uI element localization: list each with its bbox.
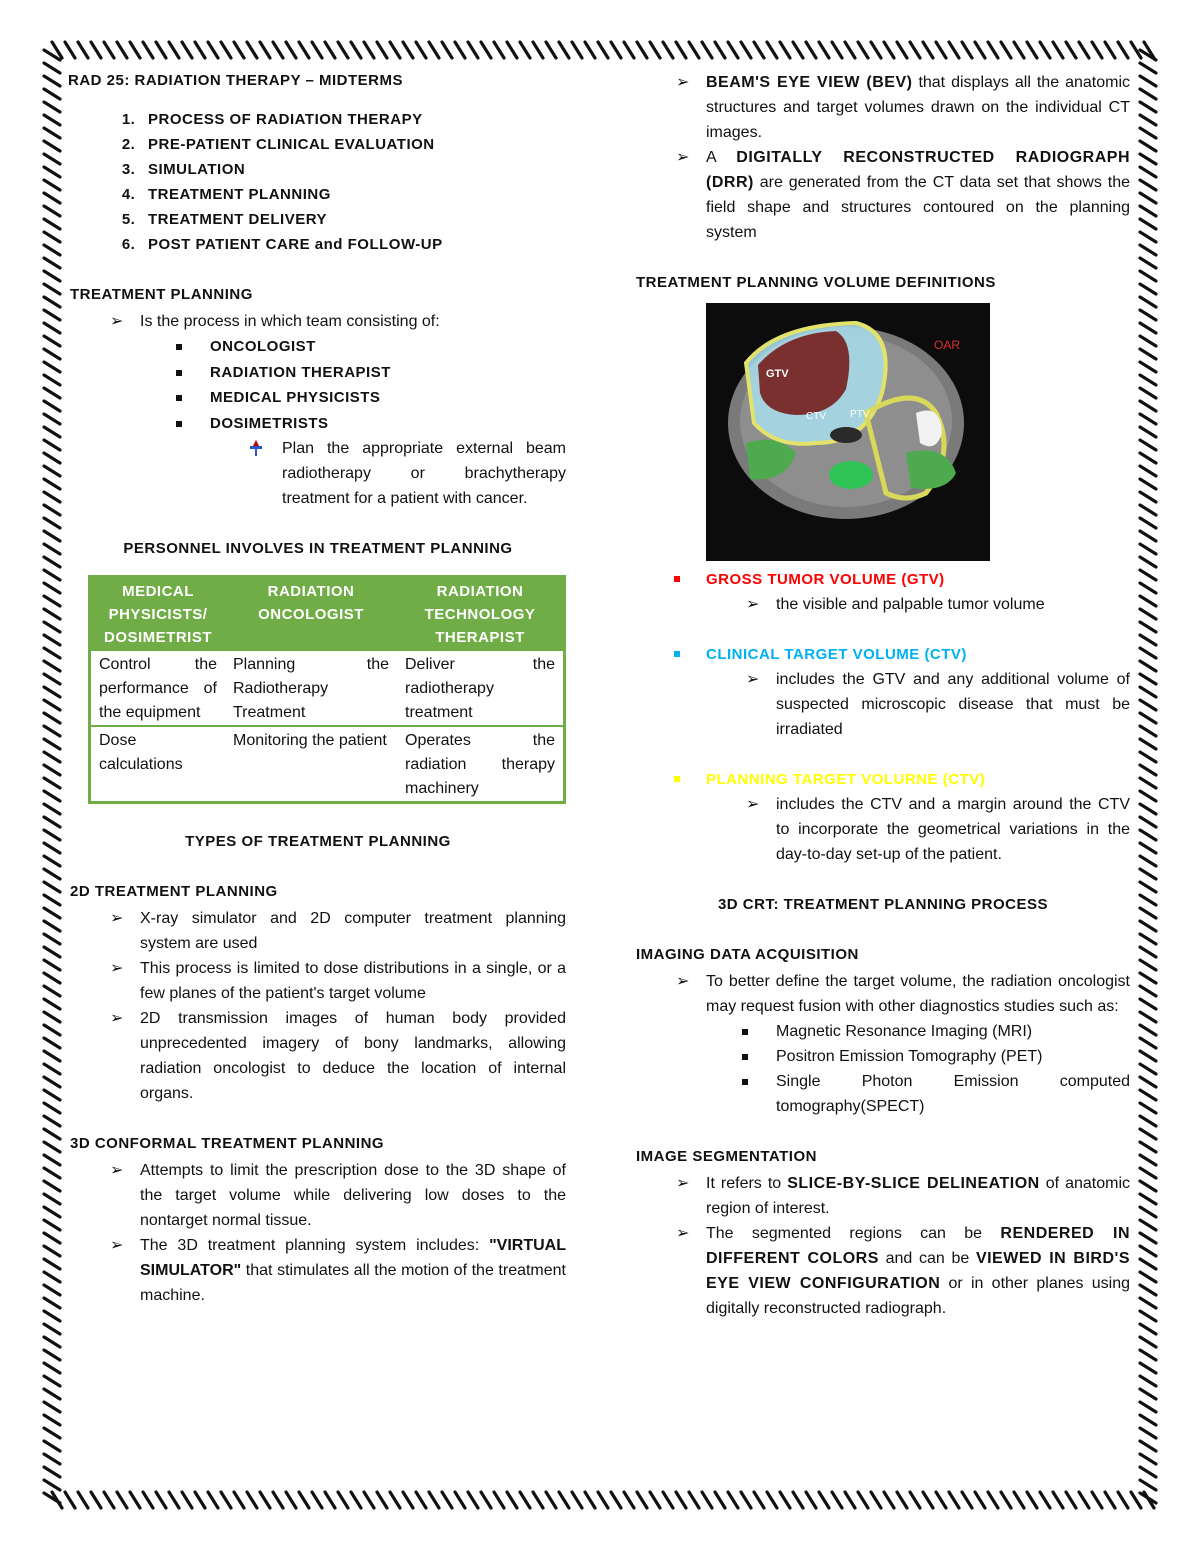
list-item: Single Photon Emission computed tomography(SPECT) <box>776 1069 1130 1119</box>
drr-term: DIGITALLY RECONSTRUCTED RADIOGRAPH (DRR) <box>706 149 1131 191</box>
2d-planning-heading: 2D TREATMENT PLANNING <box>70 883 278 900</box>
gtv-title: GROSS TUMOR VOLUME (GTV) <box>706 571 945 588</box>
table-header: MEDICAL PHYSICISTS/ DOSIMETRIST <box>90 577 226 652</box>
personnel-table <box>88 575 566 804</box>
list-item: Positron Emission Tomography (PET) <box>776 1044 1130 1069</box>
treatment-planning-intro: ➢ Is the process in which team consisting of: <box>70 309 566 334</box>
3d-planning-heading: 3D CONFORMAL TREATMENT PLANNING <box>70 1135 385 1152</box>
list-item: ➢ Attempts to limit the prescription dose to the 3D shape of the target volume while delivering low doses to the nontarget normal tissue. <box>70 1158 566 1233</box>
ct-scan-volume-image <box>706 303 990 561</box>
ptv-title: PLANNING TARGET VOLURNE (CTV) <box>706 771 986 788</box>
document-title: RAD 25: RADIATION THERAPY – MIDTERMS <box>68 72 403 89</box>
virtual-simulator-term: "VIRTUAL SIMULATOR" <box>140 1237 566 1279</box>
process-item: 5. TREATMENT DELIVERY <box>140 207 566 232</box>
process-item: 4. TREATMENT PLANNING <box>140 182 566 207</box>
imaging-data-heading: IMAGING DATA ACQUISITION <box>636 946 859 963</box>
right-column <box>636 70 1130 1321</box>
table-header: RADIATION TECHNOLOGY THERAPIST <box>397 577 565 652</box>
oar-label: OAR <box>934 338 961 352</box>
team-list <box>70 334 566 436</box>
team-member: ONCOLOGIST <box>210 334 566 360</box>
2d-planning-list <box>70 906 566 1106</box>
table-cell: Control the performance of the equipment <box>90 651 226 726</box>
3d-crt-heading: 3D CRT: TREATMENT PLANNING PROCESS <box>717 896 1049 913</box>
gtv-label: GTV <box>766 368 789 380</box>
process-item: 3. SIMULATION <box>140 157 566 182</box>
list-item: ➢ X-ray simulator and 2D computer treatment planning system are used <box>70 906 566 956</box>
segmentation-list <box>636 1171 1130 1321</box>
table-cell: Planning the Radiotherapy Treatment <box>225 651 397 726</box>
types-heading: TYPES OF TREATMENT PLANNING <box>185 833 451 850</box>
table-row <box>90 651 565 726</box>
pushpin-icon <box>248 440 264 456</box>
team-member: MEDICAL PHYSICISTS <box>210 385 566 411</box>
list-item: ➢ A DIGITALLY RECONSTRUCTED RADIOGRAPH (DRR) are generated from the CT data set that shows the field shape and structures contoured on the planning system <box>636 145 1130 245</box>
ptv-label: PTV <box>850 409 870 420</box>
process-item: 2. PRE-PATIENT CLINICAL EVALUATION <box>140 132 566 157</box>
planning-note-text: Plan the appropriate external beam radiotherapy or brachytherapy treatment for a patient with cancer. <box>282 440 566 507</box>
ctv-definition <box>636 642 1130 667</box>
list-item: ➢ BEAM'S EYE VIEW (BEV) that displays all the anatomic structures and target volumes drawn on the individual CT images. <box>636 70 1130 145</box>
bev-drr-list <box>636 70 1130 245</box>
table-cell: Deliver the radiotherapy treatment <box>397 651 565 726</box>
list-item: ➢ This process is limited to dose distributions in a single, or a few planes of the patient's target volume <box>70 956 566 1006</box>
team-member: DOSIMETRISTS <box>210 411 566 437</box>
ctv-description: ➢ includes the GTV and any additional volume of suspected microscopic disease that must be irradiated <box>706 667 1130 742</box>
process-item: 1. PROCESS OF RADIATION THERAPY <box>140 107 566 132</box>
planning-note <box>70 436 566 511</box>
bullet <box>674 651 680 657</box>
volume-definitions-heading: TREATMENT PLANNING VOLUME DEFINITIONS <box>636 274 996 291</box>
bullet <box>674 576 680 582</box>
bullet <box>674 776 680 782</box>
left-column <box>70 68 566 1308</box>
3d-planning-list <box>70 1158 566 1308</box>
table-row <box>90 726 565 803</box>
bev-term: BEAM'S EYE VIEW (BEV) <box>706 74 913 91</box>
ptv-definition <box>636 767 1130 792</box>
list-item: Magnetic Resonance Imaging (MRI) <box>776 1019 1130 1044</box>
process-list <box>70 107 566 257</box>
personnel-heading: PERSONNEL INVOLVES IN TREATMENT PLANNING <box>123 540 513 557</box>
list-item: ➢ The 3D treatment planning system includes: "VIRTUAL SIMULATOR" that stimulates all the motion of the treatment machine. <box>70 1233 566 1308</box>
image-segmentation-heading: IMAGE SEGMENTATION <box>636 1148 817 1165</box>
table-cell: Dose calculations <box>99 732 183 773</box>
table-header: RADIATION ONCOLOGIST <box>225 577 397 652</box>
table-cell: Operates the radiation therapy machinery <box>405 732 555 797</box>
list-item: ➢ It refers to SLICE-BY-SLICE DELINEATION of anatomic region of interest. <box>636 1171 1130 1221</box>
treatment-planning-heading: TREATMENT PLANNING <box>70 286 253 303</box>
imaging-modality-list <box>636 1019 1130 1119</box>
list-item: ➢ The segmented regions can be RENDERED IN DIFFERENT COLORS and can be VIEWED IN BIRD'S EYE VIEW CONFIGURATION or in other planes using digitally reconstructed radiograph. <box>636 1221 1130 1321</box>
process-item: 6. POST PATIENT CARE and FOLLOW-UP <box>140 232 566 257</box>
gtv-definition <box>636 567 1130 592</box>
ctv-label: CTV <box>806 411 826 422</box>
gtv-description: ➢ the visible and palpable tumor volume <box>706 592 1130 617</box>
ptv-description: ➢ includes the CTV and a margin around the CTV to incorporate the geometrical variations in the day-to-day set-up of the patient. <box>706 792 1130 867</box>
ctv-title: CLINICAL TARGET VOLUME (CTV) <box>706 646 967 663</box>
team-member: RADIATION THERAPIST <box>210 360 566 386</box>
list-item: ➢ 2D transmission images of human body provided unprecedented imagery of bony landmarks, allowing radiation oncologist to deduce the location of internal organs. <box>70 1006 566 1106</box>
imaging-data-description: ➢ To better define the target volume, the radiation oncologist may request fusion with other diagnostics studies such as: <box>636 969 1130 1019</box>
table-cell: Monitoring the patient <box>233 732 387 749</box>
